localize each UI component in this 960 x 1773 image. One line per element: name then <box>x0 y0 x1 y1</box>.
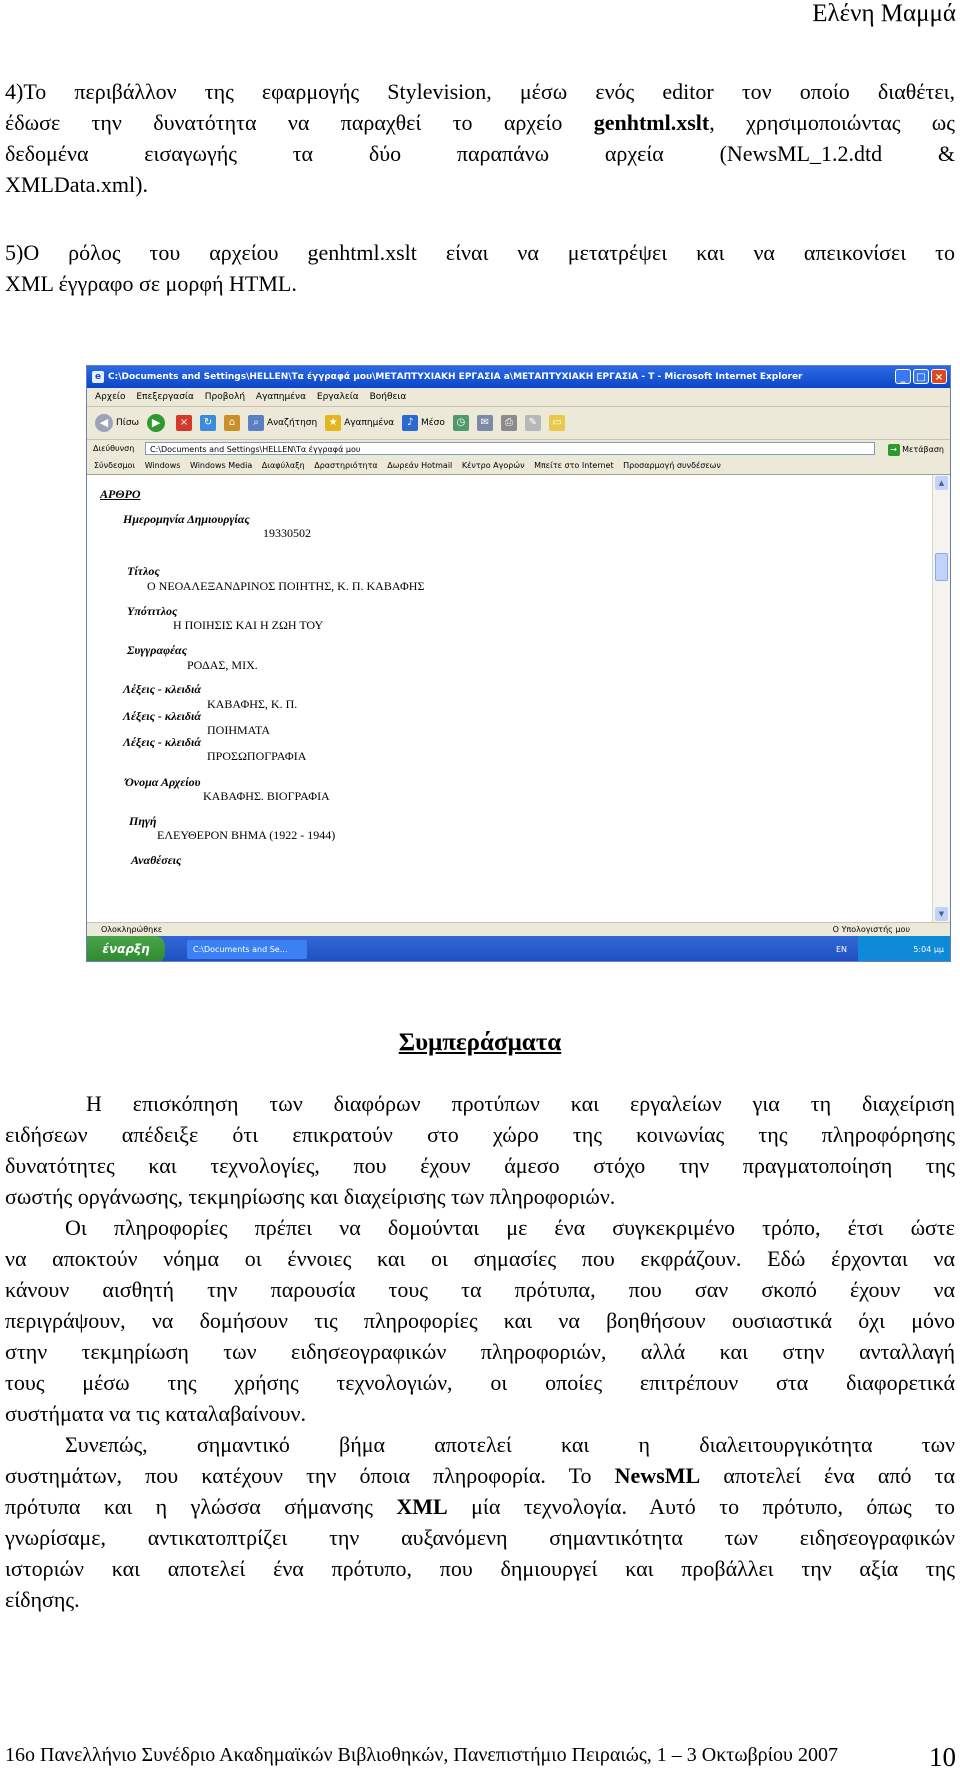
favorites-button[interactable] <box>325 415 394 431</box>
menu-view[interactable]: Προβολή <box>204 392 246 402</box>
link-item[interactable]: Δωρεάν Hotmail <box>387 461 453 470</box>
scroll-down-icon[interactable]: ▼ <box>935 907 948 921</box>
link-item[interactable]: Προσαρμογή συνδέσεων <box>623 461 721 470</box>
page-number: 10 <box>929 1742 956 1772</box>
keyword-label: Λέξεις - κλειδιά <box>123 682 201 696</box>
source-value: ΕΛΕΥΘΕΡΟΝ ΒΗΜΑ (1922 - 1944) <box>157 828 336 842</box>
address-bar <box>87 440 950 459</box>
status-zone: Ο Υπολογιστής μου <box>832 925 910 934</box>
title-value: Ο ΝΕΟΑΛΕΞΑΝΔΡΙΝΟΣ ΠΟΙΗΤΗΣ, Κ. Π. ΚΑΒΑΦΗΣ <box>147 579 425 593</box>
folder-icon: ▭ <box>549 415 565 431</box>
page-header-author: Ελένη Μαμμά <box>812 0 956 27</box>
refresh-icon: ↻ <box>200 415 216 431</box>
text-line: τους μέσω της χρήσης τεχνολογιών, οι οποίες επιτρέπουν στα διαφορετικά <box>5 1370 955 1395</box>
language-indicator[interactable]: EN <box>836 945 848 954</box>
text-line <box>5 107 955 138</box>
source-label: Πηγή <box>129 814 157 828</box>
maximize-icon[interactable]: □ <box>913 369 929 384</box>
menu-bar <box>87 388 950 407</box>
keyword-label: Λέξεις - κλειδιά <box>123 709 201 723</box>
back-button[interactable] <box>95 414 139 432</box>
menu-favorites[interactable]: Αγαπημένα <box>255 392 307 402</box>
start-label: έναρξη <box>102 942 150 956</box>
text-line: XMLData.xml). <box>5 172 148 197</box>
menu-edit[interactable]: Επεξεργασία <box>136 392 194 402</box>
print-button[interactable] <box>501 415 517 431</box>
back-arrow-icon: ◀ <box>95 414 113 432</box>
section-title: Συμπεράσματα <box>398 1029 562 1056</box>
window-title: C:\Documents and Settings\HELLEN\Τα έγγραφά μου\ΜΕΤΑΠΤΥΧΙΑΚΗ ΕΡΓΑΣΙΑ a\ΜΕΤΑΠΤΥΧΙΑΚΗ ΕΡΓΑΣΙΑ - T - Microsoft Internet Explorer <box>108 372 803 382</box>
stop-button[interactable] <box>176 415 192 431</box>
search-icon: ⌕ <box>248 415 264 431</box>
toolbar <box>87 407 950 440</box>
text-line: Η επισκόπηση των διαφόρων προτύπων και εργαλείων για τη διαχείριση <box>86 1091 955 1116</box>
menu-tools[interactable]: Εργαλεία <box>316 392 359 402</box>
text-line <box>5 1460 955 1491</box>
window-titlebar <box>87 366 950 388</box>
system-tray <box>836 936 950 962</box>
conclusions-paragraph-3 <box>5 1429 955 1615</box>
status-bar <box>87 922 950 937</box>
text-line: 5)Ο ρόλος του αρχείου genhtml.xslt είναι να μετατρέψει και να απεικονίσει το <box>5 240 955 265</box>
forward-arrow-icon: ▶ <box>147 414 165 432</box>
edit-button[interactable] <box>525 415 541 431</box>
date-label: Ημερομηνία Δημιουργίας <box>123 512 250 526</box>
text-line: κάνουν αισθητή την παρουσία τους τα πρότυπα, που σαν σκοπό έχουν να <box>5 1277 955 1302</box>
start-button[interactable] <box>87 936 165 962</box>
menu-file[interactable]: Αρχείο <box>95 392 126 402</box>
link-item[interactable]: Διαφύλαξη <box>261 461 305 470</box>
page-footer: 16ο Πανελλήνιο Συνέδριο Ακαδημαϊκών Βιβλιοθηκών, Πανεπιστήμιο Πειραιώς, 1 – 3 Οκτωβρίου 2007 <box>5 1744 838 1766</box>
folder-button[interactable] <box>549 415 565 431</box>
links-label: Σύνδεσμοι <box>94 461 136 470</box>
taskbar <box>87 936 950 962</box>
favorites-label: Αγαπημένα <box>344 418 395 428</box>
go-arrow-icon: → <box>888 444 900 456</box>
text-line <box>5 1491 955 1522</box>
vertical-scrollbar[interactable] <box>932 475 950 922</box>
media-button[interactable] <box>402 415 445 431</box>
scroll-thumb[interactable] <box>935 553 948 581</box>
text-line: Οι πληροφορίες πρέπει να δομούνται με ένα συγκεκριμένο τρόπο, έτσι ώστε <box>65 1215 955 1240</box>
text-line: σωστής οργάνωσης, τεκμηρίωσης και διαχείρισης των πληροφοριών. <box>5 1184 616 1209</box>
keyword-value: ΠΟΙΗΜΑΤΑ <box>207 723 271 737</box>
paragraph-step-4 <box>5 76 955 200</box>
text-line: ιστοριών και αποτελεί ένα πρότυπο, που δημιουργεί και προβάλλει την αξία της <box>5 1556 955 1581</box>
link-item[interactable]: Windows <box>144 461 181 470</box>
minimize-icon[interactable]: _ <box>895 369 911 384</box>
filename-value: ΚΑΒΑΦΗΣ. ΒΙΟΓΡΑΦΙΑ <box>203 789 330 803</box>
media-icon: ♪ <box>402 415 418 431</box>
text-line: ειδήσεων απέδειξε ότι επικρατούν στο χώρο της κοινωνίας της πληροφόρησης <box>5 1122 955 1147</box>
search-label: Αναζήτηση <box>266 418 318 428</box>
text-line: δεδομένα εισαγωγής τα δύο παραπάνω αρχεία (NewsML_1.2.dtd & <box>5 141 955 166</box>
keyword-label: Λέξεις - κλειδιά <box>123 735 201 749</box>
text-line: να αποκτούν νόημα οι έννοιες και οι σημασίες που εκφράζουν. Εδώ έρχονται να <box>5 1246 955 1271</box>
xml-bold: XML <box>396 1494 448 1519</box>
cut-off-label: Αναθέσεις <box>131 853 182 867</box>
menu-help[interactable]: Βοήθεια <box>369 392 407 402</box>
media-label: Μέσο <box>421 418 445 428</box>
text-line: XML έγγραφο σε μορφή HTML. <box>5 271 297 296</box>
keyword-value: ΚΑΒΑΦΗΣ, Κ. Π. <box>207 697 298 711</box>
mail-button[interactable] <box>477 415 493 431</box>
paragraph-step-5 <box>5 237 955 299</box>
links-bar <box>87 458 950 475</box>
text-line: 4)Το περιβάλλον της εφαρμογής Stylevision, μέσω ενός editor τον οποίο διαθέτει, <box>5 79 955 104</box>
author-value: ΡΟΔΑΣ, ΜΙΧ. <box>187 658 258 672</box>
browser-screenshot <box>86 365 951 962</box>
text-line: συστήματα να τις καταλαβαίνουν. <box>5 1401 306 1426</box>
author-label: Συγγραφέας <box>127 643 188 657</box>
text-line: είδησης. <box>5 1587 80 1612</box>
text-line: Συνεπώς, σημαντικό βήμα αποτελεί και η διαλειτουργικότητα των <box>65 1432 955 1457</box>
text-span: συστημάτων, που κατέχουν την όποια πληροφορία. Το <box>5 1463 615 1488</box>
keyword-value: ΠΡΟΣΩΠΟΓΡΑΦΙΑ <box>207 749 307 763</box>
search-button[interactable] <box>248 415 317 431</box>
clock: 5:04 μμ <box>913 945 944 954</box>
subtitle-value: Η ΠΟΙΗΣΙΣ ΚΑΙ Η ΖΩΗ ΤΟΥ <box>173 618 324 632</box>
text-span: έδωσε την δυνατότητα να παραχθεί το αρχείο <box>5 110 594 135</box>
text-span: αποτελεί ένα από τα <box>700 1463 956 1488</box>
forward-button[interactable] <box>147 414 168 432</box>
address-label: Διεύθυνση <box>93 444 135 453</box>
article-heading: ΑΡΘΡΟ <box>100 487 141 501</box>
filename-bold: genhtml.xslt <box>593 110 710 135</box>
close-icon[interactable]: × <box>931 369 947 384</box>
link-item[interactable]: Windows Media <box>189 461 253 470</box>
filename-label: Όνομα Αρχείου <box>125 775 201 789</box>
go-button[interactable] <box>888 441 944 459</box>
ie-icon: e <box>92 371 104 383</box>
home-button[interactable] <box>224 415 240 431</box>
text-line: δυνατότητες και τεχνολογίες, που έχουν άμεσο στόχο την πραγματοποίηση της <box>5 1153 955 1178</box>
taskbar-item[interactable]: C:\Documents and Se... <box>187 940 307 959</box>
print-icon: ⎙ <box>501 415 517 431</box>
status-text: Ολοκληρώθηκε <box>101 925 163 934</box>
star-icon: ★ <box>325 415 341 431</box>
page-content <box>87 475 933 922</box>
home-icon: ⌂ <box>224 415 240 431</box>
conclusions-paragraph-1 <box>5 1088 955 1212</box>
conclusions-paragraph-2 <box>5 1212 955 1429</box>
history-icon: ◷ <box>453 415 469 431</box>
text-span: πρότυπα και η γλώσσα σήμανσης <box>5 1494 397 1519</box>
stop-icon: × <box>176 415 192 431</box>
text-span: μία τεχνολογία. Αυτό το πρότυπο, όπως το <box>447 1494 955 1519</box>
mail-icon: ✉ <box>477 415 493 431</box>
text-line: στην τεκμηρίωση των ειδησεογραφικών πληροφοριών, αλλά και στην ανταλλαγή <box>5 1339 955 1364</box>
scroll-up-icon[interactable]: ▲ <box>935 476 948 490</box>
title-label: Τίτλος <box>127 564 160 578</box>
link-item[interactable]: Δραστηριότητα <box>314 461 378 470</box>
newsml-bold: NewsML <box>614 1463 701 1488</box>
refresh-button[interactable] <box>200 415 216 431</box>
link-item[interactable]: Κέντρο Αγορών <box>461 461 525 470</box>
history-button[interactable] <box>453 415 469 431</box>
text-line: περιγράψουν, να δομήσουν τις πληροφορίες και να βοηθήσουν ουσιαστικά όχι μόνο <box>5 1308 955 1333</box>
link-item[interactable]: Μπείτε στο Internet <box>534 461 614 470</box>
address-input[interactable]: C:\Documents and Settings\HELLEN\Τα έγγραφά μου <box>145 442 875 455</box>
go-label: Μετάβαση <box>902 445 944 454</box>
text-line: γνωρίσαμε, αντικατοπτρίζει την αυξανόμενη σημαντικότητα των ειδησεογραφικών <box>5 1525 955 1550</box>
edit-icon: ✎ <box>525 415 541 431</box>
date-value: 19330502 <box>263 526 311 540</box>
subtitle-label: Υπότιτλος <box>127 604 178 618</box>
back-label: Πίσω <box>116 418 140 428</box>
text-span: , χρησιμοποιώντας ως <box>709 110 955 135</box>
